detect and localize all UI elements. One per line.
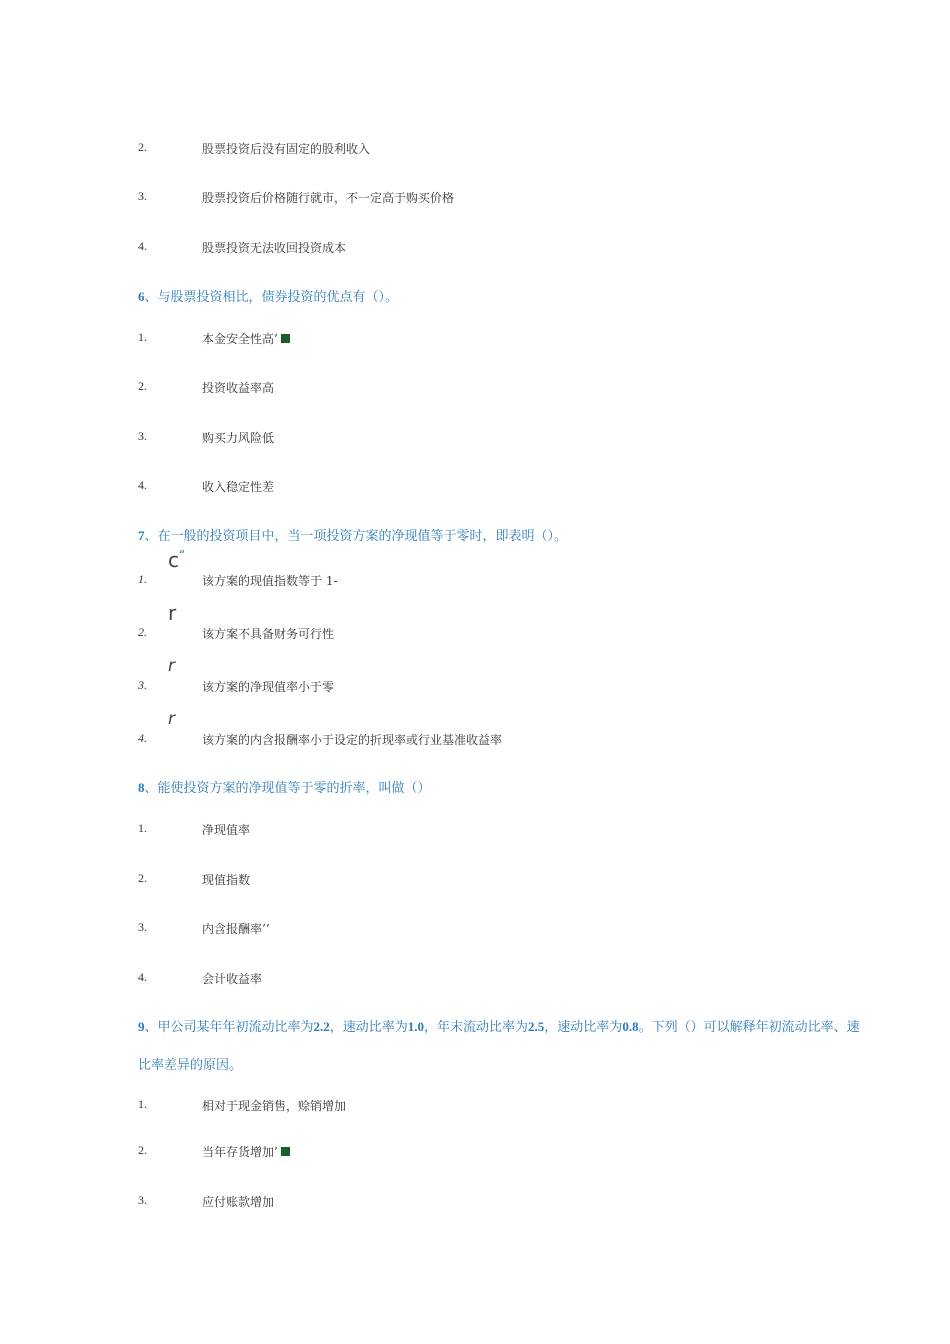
q6-option-1-number: 1. (138, 330, 147, 344)
q6-option-3-text: 购买力风险低 (202, 431, 275, 445)
q6-option-1 (202, 330, 290, 347)
q9-option-2 (202, 1143, 290, 1160)
q7-option-3-text: 该方案的净现值率小于零 (202, 680, 335, 694)
q8-option-4-text: 会计收益率 (202, 972, 263, 986)
q7-option-4-number: 4. (138, 731, 147, 745)
question-9-value: 2.2 (313, 1019, 330, 1034)
q7-option-2-text: 该方案不具备财务可行性 (202, 627, 335, 641)
q7-option-2-number: 2. (138, 625, 147, 639)
q9-option-1-number: 1. (138, 1097, 147, 1111)
question-6-number: 6 (138, 289, 145, 304)
q5-option-2-number: 2. (138, 140, 147, 154)
selected-marker-icon (281, 334, 290, 343)
q7-option-3-radio[interactable]: r (168, 656, 175, 676)
q9-option-3-text: 应付账款增加 (202, 1195, 275, 1209)
selected-marker-icon (281, 1147, 290, 1156)
q6-option-3-number: 3. (138, 429, 147, 443)
question-9-part: 、甲公司某年年初流动比率为 (144, 1020, 314, 1035)
question-9-part: 。下列（）可以解释年初流动比率、速 (638, 1020, 860, 1035)
q8-option-3-text: 内含报酬率’’ (202, 922, 270, 936)
q5-option-3-number: 3. (138, 189, 147, 203)
q7-option-2-radio[interactable]: r (168, 601, 177, 625)
question-7-text: 、在一般的投资项目中，当一项投资方案的净现值等于零时，即表明（）。 (144, 529, 568, 544)
q5-option-2-text: 股票投资后没有固定的股利收入 (202, 142, 371, 156)
q6-option-4-text: 收入稳定性差 (202, 480, 275, 494)
q7-option-4-text: 该方案的内含报酬率小于设定的折现率或行业基准收益率 (202, 733, 503, 747)
q5-option-4-number: 4. (138, 239, 147, 253)
q8-option-1-text: 净现值率 (202, 823, 251, 837)
q8-option-4-number: 4. (138, 970, 147, 984)
q6-option-1-text: 本金安全性高’ (202, 332, 278, 346)
radio-glyph-icon: c (168, 548, 179, 572)
q7-option-3-number: 3. (138, 678, 147, 692)
q7-option-1-number: 1. (138, 572, 147, 586)
question-9-value: 2.5 (528, 1019, 545, 1034)
q7-option-1-radio[interactable] (168, 548, 185, 572)
question-8-heading (138, 777, 431, 796)
q8-option-1-number: 1. (138, 821, 147, 835)
q6-option-2-text: 投资收益率高 (202, 381, 275, 395)
question-7-number: 7 (138, 528, 145, 543)
question-9-heading (138, 1016, 860, 1035)
q5-option-3-text: 股票投资后价格随行就市，不一定高于购买价格 (202, 191, 455, 205)
question-9-part: ，速动比率为 (544, 1020, 623, 1035)
q7-option-4-radio[interactable]: r (168, 709, 175, 729)
question-6-heading (138, 286, 398, 305)
q8-option-3-number: 3. (138, 920, 147, 934)
q8-option-2-number: 2. (138, 871, 147, 885)
question-9-value: 0.8 (622, 1019, 639, 1034)
question-9-part: ，速动比率为 (329, 1020, 408, 1035)
question-9-number: 9 (138, 1019, 145, 1034)
question-8-text: 、能使投资方案的净现值等于零的折率，叫做（） (144, 781, 431, 796)
tick-mark-icon: “ (179, 548, 186, 562)
q9-option-1-text: 相对于现金销售，赊销增加 (202, 1099, 347, 1113)
question-8-number: 8 (138, 780, 145, 795)
q7-option-1-text: 该方案的现值指数等于 1- (202, 574, 338, 588)
question-9-value: 1.0 (407, 1019, 425, 1034)
q9-option-3-number: 3. (138, 1193, 147, 1207)
q6-option-4-number: 4. (138, 478, 147, 492)
q6-option-2-number: 2. (138, 379, 147, 393)
q9-option-2-text: 当年存货增加’ (202, 1145, 278, 1159)
q5-option-4-text: 股票投资无法收回投资成本 (202, 241, 347, 255)
question-7-heading (138, 525, 567, 544)
q9-option-2-number: 2. (138, 1143, 147, 1157)
q8-option-2-text: 现值指数 (202, 873, 251, 887)
question-6-text: 、与股票投资相比，债券投资的优点有（）。 (144, 290, 399, 305)
question-9-text-line-2: 比率差异的原因。 (138, 1058, 243, 1073)
question-9-part: ，年末流动比率为 (424, 1020, 529, 1035)
